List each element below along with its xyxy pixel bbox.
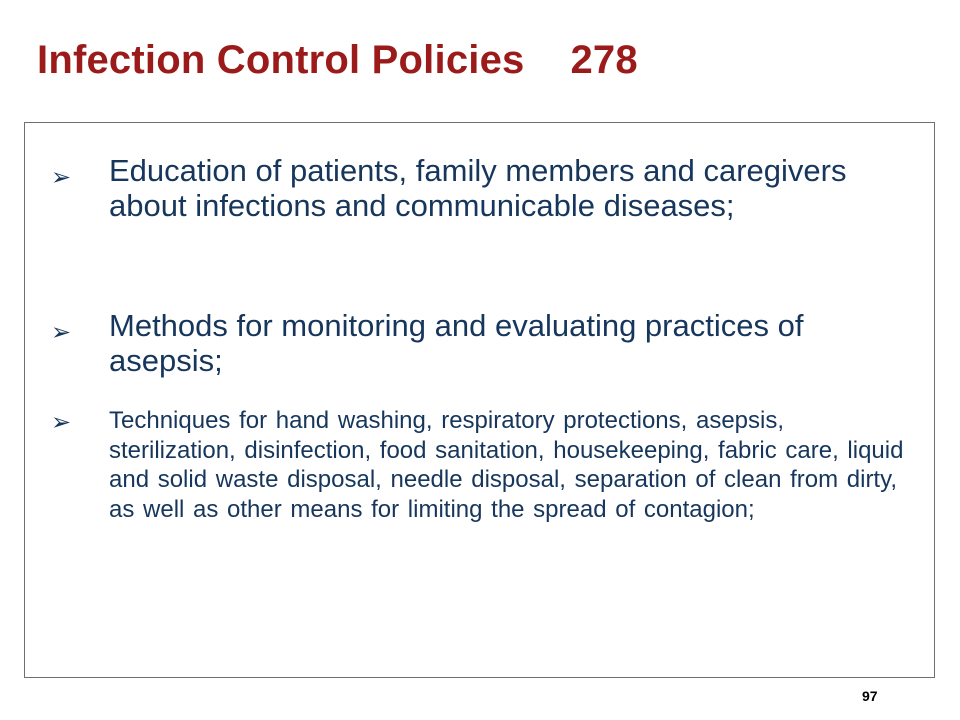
slide-title <box>37 38 638 83</box>
arrowhead-bullet-icon: ➢ <box>51 164 72 191</box>
content-box <box>24 122 935 678</box>
page-number: 97 <box>862 688 878 704</box>
bullet-text: Techniques for hand washing, respiratory protections, asepsis, sterilization, disinfection, food sanitation, housekeeping, fabric care, liquid and solid waste disposal, needle disposal, separation of clean from dirty, as well as other means for limiting the spread of contagion; <box>109 407 904 523</box>
title-number: 278 <box>570 38 638 82</box>
arrowhead-bullet-icon: ➢ <box>51 319 72 346</box>
bullet-text: Methods for monitoring and evaluating practices of asepsis; <box>109 308 804 378</box>
arrowhead-bullet-icon: ➢ <box>51 409 72 436</box>
title-text: Infection Control Policies <box>37 38 525 82</box>
bullet-text: Education of patients, family members and caregivers about infections and communicable diseases; <box>109 153 847 223</box>
